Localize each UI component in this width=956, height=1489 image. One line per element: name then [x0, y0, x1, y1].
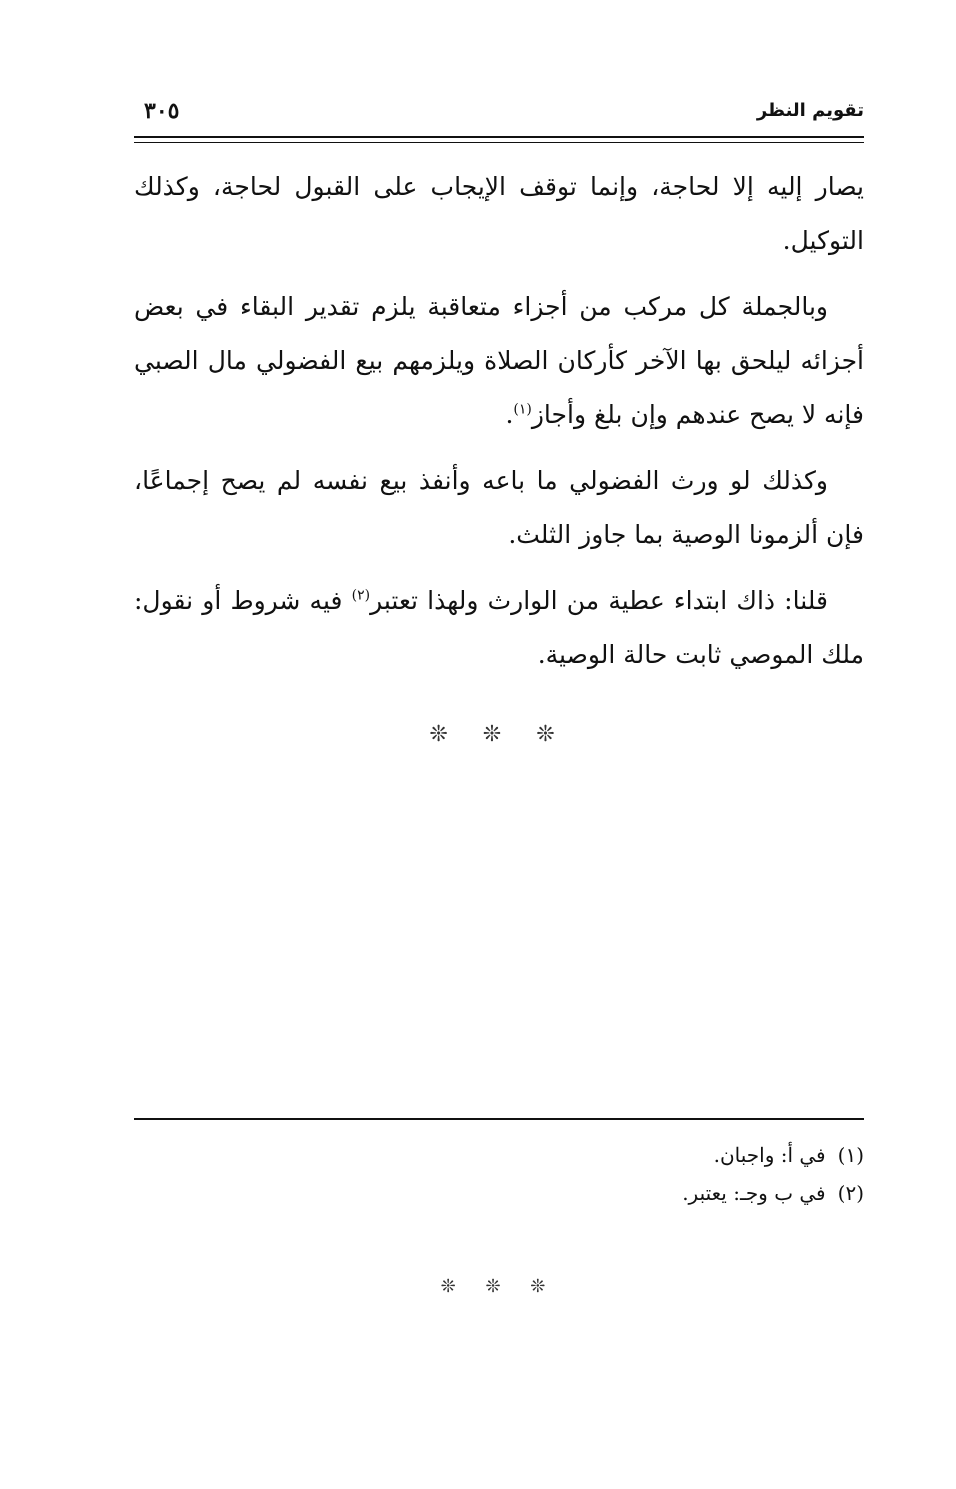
- footnote-1: [134, 1136, 864, 1174]
- footnote-2-number: (٢): [837, 1181, 864, 1205]
- paragraph-3-text: وكذلك لو ورث الفضولي ما باعه وأنفذ بيع نفسه لم يصح إجماعًا، فإن ألزمونا الوصية بما جاوز الثلث.: [134, 466, 864, 549]
- paragraph-3: [134, 454, 864, 562]
- main-text: [134, 160, 864, 694]
- footnote-2-text: في ب وجـ: يعتبر.: [682, 1181, 826, 1205]
- paragraph-1: [134, 160, 864, 268]
- page-number: ٣٠٥: [144, 98, 180, 124]
- footnote-ref-1: (١): [513, 401, 532, 418]
- footnote-1-text: في أ: واجبان.: [713, 1143, 826, 1167]
- paragraph-2-text: وبالجملة كل مركب من أجزاء متعاقبة يلزم تقدير البقاء في بعض أجزائه ليلحق بها الآخر كأركان الصلاة ويلزمهم بيع الفضولي مال الصبي فإنه لا يصح عندهم وإن بلغ وأجاز: [134, 292, 864, 429]
- paragraph-2-end: .: [505, 400, 514, 429]
- header-rule: [134, 136, 864, 138]
- section-separator: ❊ ❊ ❊: [429, 722, 569, 747]
- paragraph-1-text: يصار إليه إلا لحاجة، وإنما توقف الإيجاب على القبول لحاجة، وكذلك التوكيل.: [134, 172, 864, 255]
- footnote-ref-2: (٢): [351, 587, 371, 604]
- page-header: [134, 98, 864, 132]
- running-title: تقويم النظر: [756, 100, 864, 121]
- paragraph-2: [134, 280, 864, 442]
- paragraph-4: [134, 574, 864, 682]
- footnote-1-number: (١): [837, 1143, 864, 1167]
- footnote-2: [134, 1174, 864, 1212]
- footnotes: [134, 1136, 864, 1212]
- header-rule-thin: [134, 142, 864, 143]
- footnote-rule: [134, 1118, 864, 1120]
- end-separator: ❊ ❊ ❊: [440, 1276, 558, 1297]
- paragraph-4-end: فيه شروط أو نقول: ملك الموصي ثابت حالة الوصية.: [134, 586, 864, 669]
- paragraph-4-text: قلنا: ذاك ابتداء عطية من الوارث ولهذا تعتبر: [370, 586, 828, 615]
